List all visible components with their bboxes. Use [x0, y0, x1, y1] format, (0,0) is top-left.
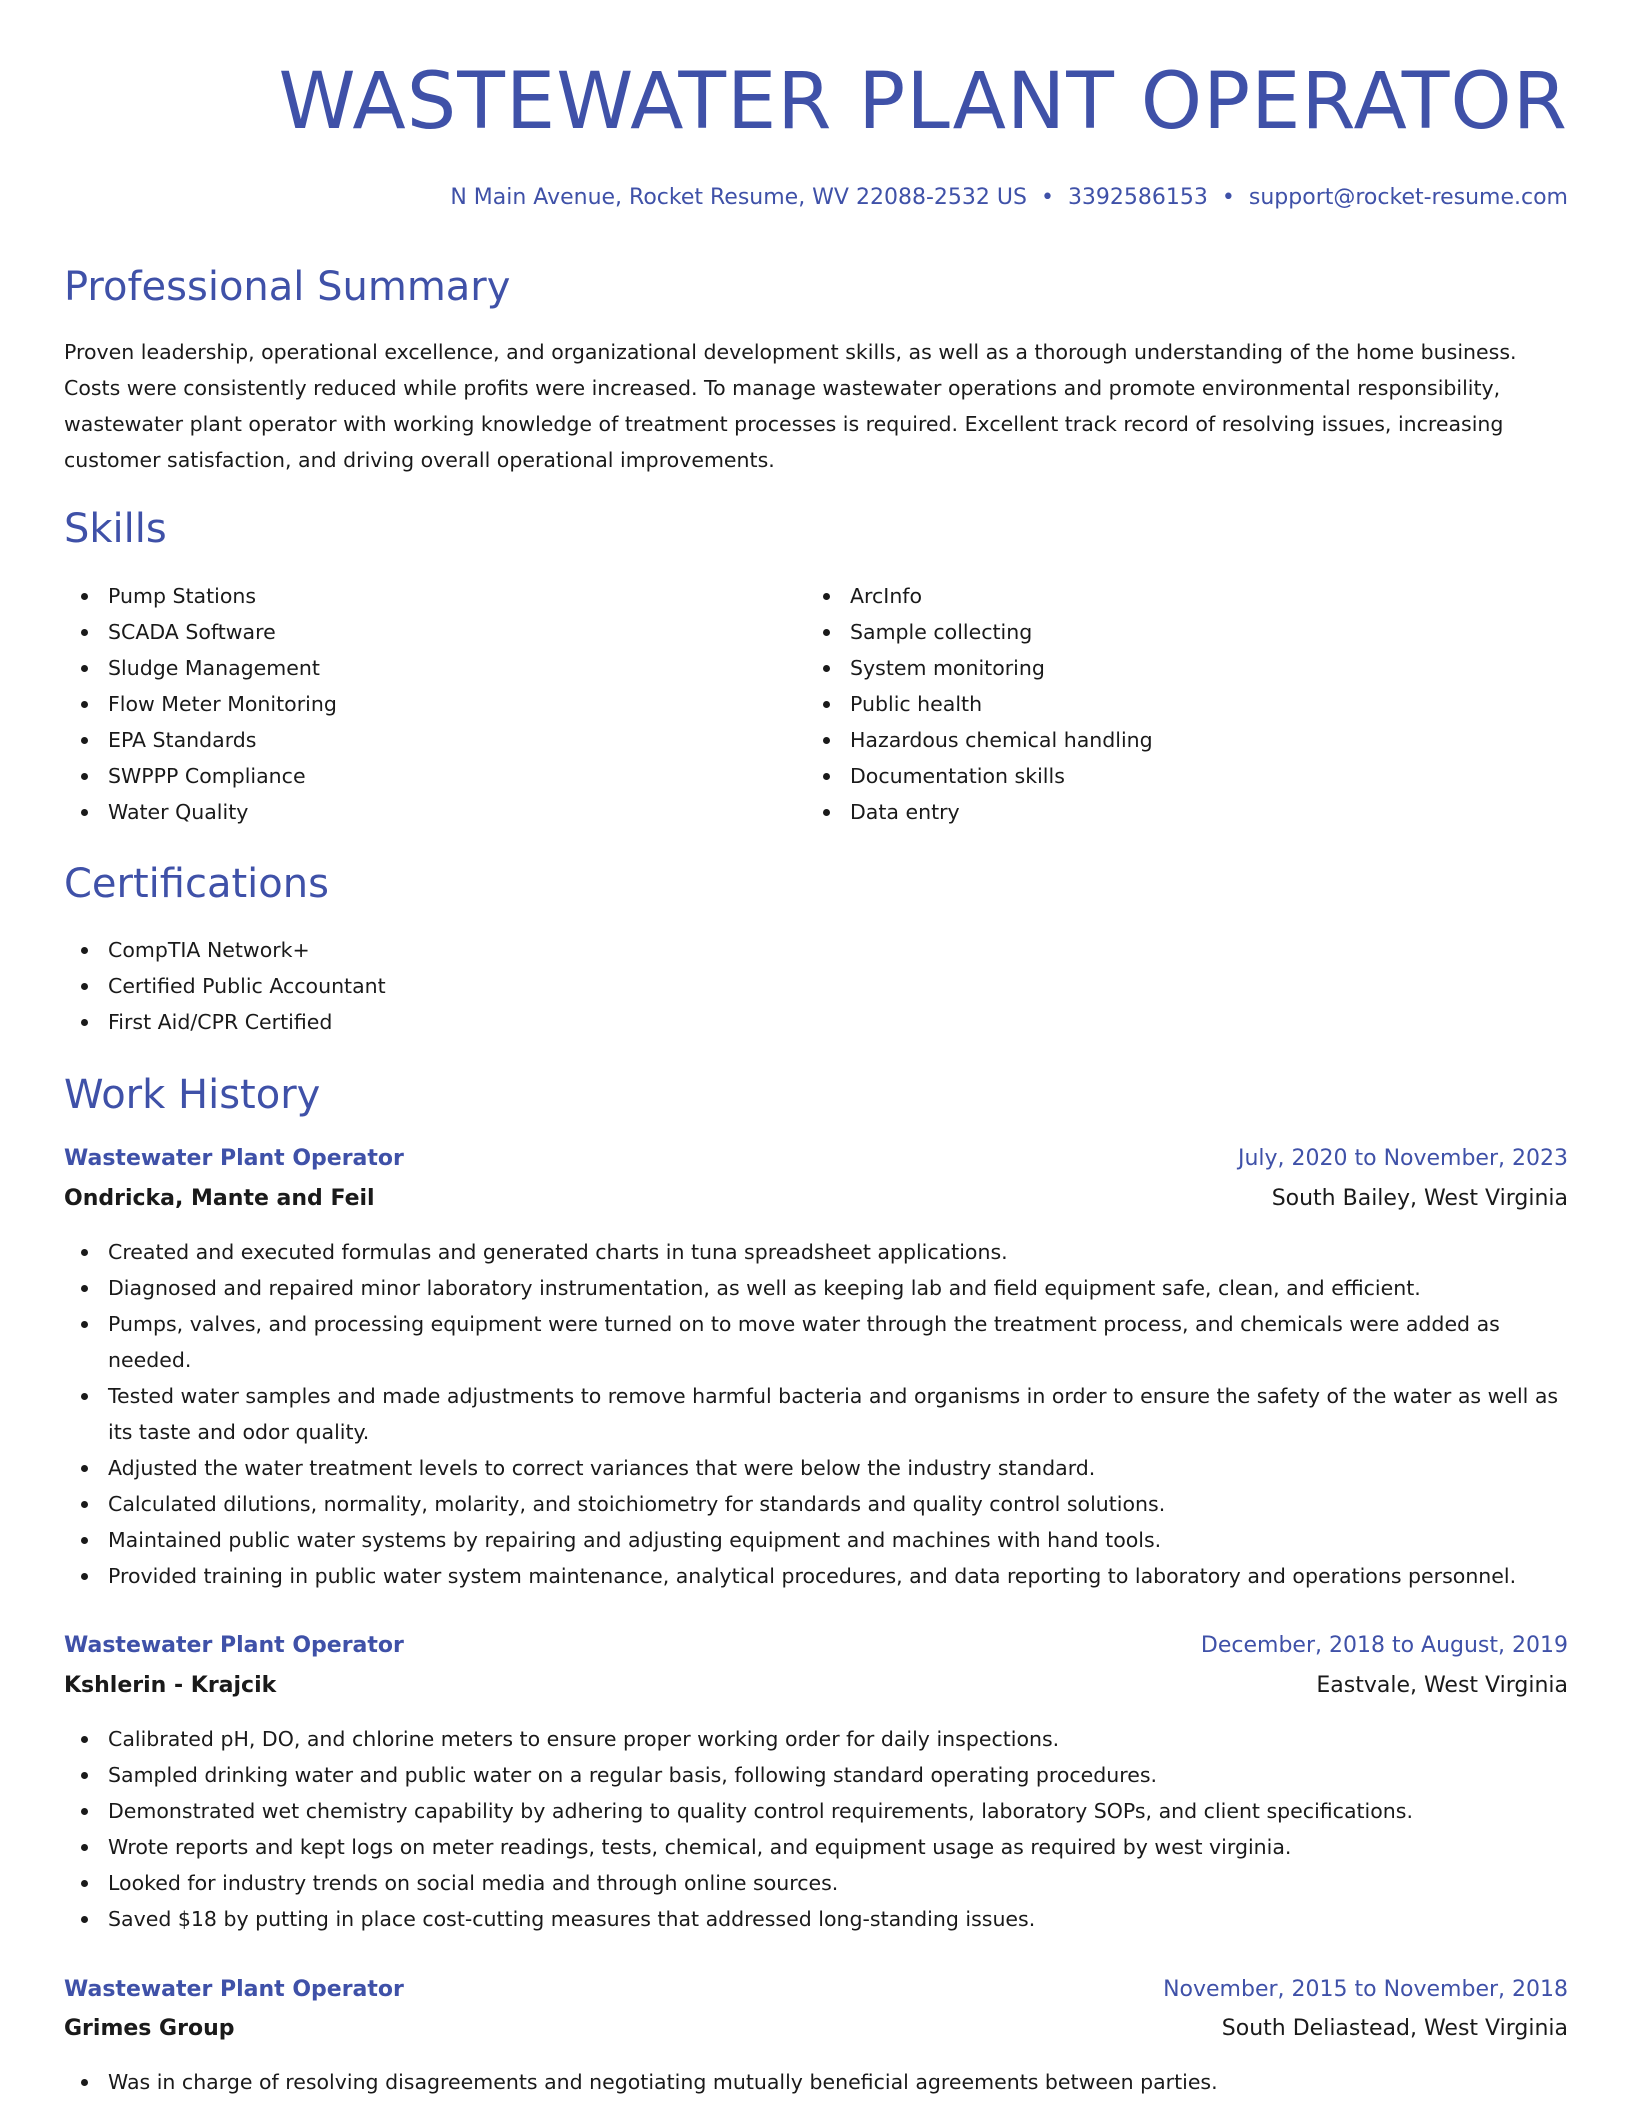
skill-item: Data entry: [806, 794, 1546, 830]
skill-item: Flow Meter Monitoring: [64, 686, 804, 722]
job-bullet: Calculated dilutions, normality, molarity, and stoichiometry for standards and quality control solutions.: [64, 1486, 1568, 1522]
job-bullet: Maintained public water systems by repairing and adjusting equipment and machines with hand tools.: [64, 1522, 1568, 1558]
job-title: Wastewater Plant Operator: [64, 1633, 404, 1658]
job-bullet: Diagnosed and repaired minor laboratory instrumentation, as well as keeping lab and field equipment safe, clean, and efficient.: [64, 1270, 1568, 1306]
job-bullet: Calibrated pH, DO, and chlorine meters to ensure proper working order for daily inspections.: [64, 1721, 1568, 1757]
skill-item: Documentation skills: [806, 758, 1546, 794]
contact-address: N Main Avenue, Rocket Resume, WV 22088-2532 US: [450, 185, 1027, 210]
certifications-heading: Certifications: [64, 861, 329, 907]
summary-text: Proven leadership, operational excellence, and organizational development skills, as well as a thorough understanding of the home business. Costs were consistently reduced while profits were increased. To manage wastewater operations and promote environmental responsibility, wastewater plant operator with working knowledge of treatment processes is required. Excellent track record of resolving issues, increasing customer satisfaction, and driving overall operational improvements.: [64, 340, 1517, 472]
summary-heading: Professional Summary: [64, 264, 511, 310]
job-company: Ondricka, Mante and Feil: [64, 1186, 375, 1211]
job-location: South Deliastead, West Virginia: [1221, 2016, 1568, 2041]
skill-item: ArcInfo: [806, 578, 1546, 614]
job-bullets: [64, 1234, 1568, 1594]
skill-item: Hazardous chemical handling: [806, 722, 1546, 758]
skills-list-right: [806, 578, 1546, 830]
contact-phone: 3392586153: [1067, 185, 1208, 210]
job-dates: July, 2020 to November, 2023: [1237, 1146, 1568, 1171]
job-bullets: [64, 2064, 1568, 2100]
job-bullet: Saved $18 by putting in place cost-cutting measures that addressed long-standing issues.: [64, 1901, 1568, 1937]
job-bullet: Tested water samples and made adjustments to remove harmful bacteria and organisms in order to ensure the safety of the water as well as its taste and odor quality.: [64, 1378, 1568, 1450]
job-dates: December, 2018 to August, 2019: [1200, 1633, 1568, 1658]
skills-heading: Skills: [64, 506, 167, 552]
skill-item: Pump Stations: [64, 578, 804, 614]
job-bullet: Pumps, valves, and processing equipment were turned on to move water through the treatment process, and chemicals were added as needed.: [64, 1306, 1568, 1378]
job-bullet: Adjusted the water treatment levels to correct variances that were below the industry standard.: [64, 1450, 1568, 1486]
skill-item: SWPPP Compliance: [64, 758, 804, 794]
skill-item: System monitoring: [806, 650, 1546, 686]
job-bullet: Created and executed formulas and generated charts in tuna spreadsheet applications.: [64, 1234, 1568, 1270]
resume-title: WASTEWATER PLANT OPERATOR: [278, 57, 1568, 147]
job-title: Wastewater Plant Operator: [64, 1146, 404, 1171]
skill-item: Sample collecting: [806, 614, 1546, 650]
contact-separator: •: [1040, 185, 1054, 210]
job-company: Kshlerin - Krajcik: [64, 1673, 277, 1698]
job-bullet: Was in charge of resolving disagreements and negotiating mutually beneficial agreements between parties.: [64, 2064, 1568, 2100]
job-title: Wastewater Plant Operator: [64, 1977, 404, 2002]
job-bullet: Looked for industry trends on social media and through online sources.: [64, 1865, 1568, 1901]
certifications-list: [64, 932, 1568, 1040]
skill-item: Sludge Management: [64, 650, 804, 686]
skill-item: SCADA Software: [64, 614, 804, 650]
job-bullets: [64, 1721, 1568, 1937]
skill-item: EPA Standards: [64, 722, 804, 758]
job-location: South Bailey, West Virginia: [1271, 1186, 1568, 1211]
job-dates: November, 2015 to November, 2018: [1163, 1977, 1568, 2002]
certification-item: First Aid/CPR Certified: [64, 1004, 1568, 1040]
work-history-heading: Work History: [64, 1072, 321, 1118]
contact-email[interactable]: support@rocket-resume.com: [1248, 185, 1568, 210]
certification-item: CompTIA Network+: [64, 932, 1568, 968]
contact-line: [450, 180, 1568, 216]
job-bullet: Wrote reports and kept logs on meter readings, tests, chemical, and equipment usage as required by west virginia.: [64, 1829, 1568, 1865]
job-location: Eastvale, West Virginia: [1316, 1673, 1568, 1698]
contact-separator: •: [1221, 185, 1235, 210]
job-bullet: Provided training in public water system maintenance, analytical procedures, and data reporting to laboratory and operations personnel.: [64, 1558, 1568, 1594]
job-bullet: Demonstrated wet chemistry capability by adhering to quality control requirements, laboratory SOPs, and client specifications.: [64, 1793, 1568, 1829]
certification-item: Certified Public Accountant: [64, 968, 1568, 1004]
job-company: Grimes Group: [64, 2016, 235, 2041]
skill-item: Public health: [806, 686, 1546, 722]
skills-list-left: [64, 578, 804, 830]
job-bullet: Sampled drinking water and public water on a regular basis, following standard operating procedures.: [64, 1757, 1568, 1793]
skill-item: Water Quality: [64, 794, 804, 830]
